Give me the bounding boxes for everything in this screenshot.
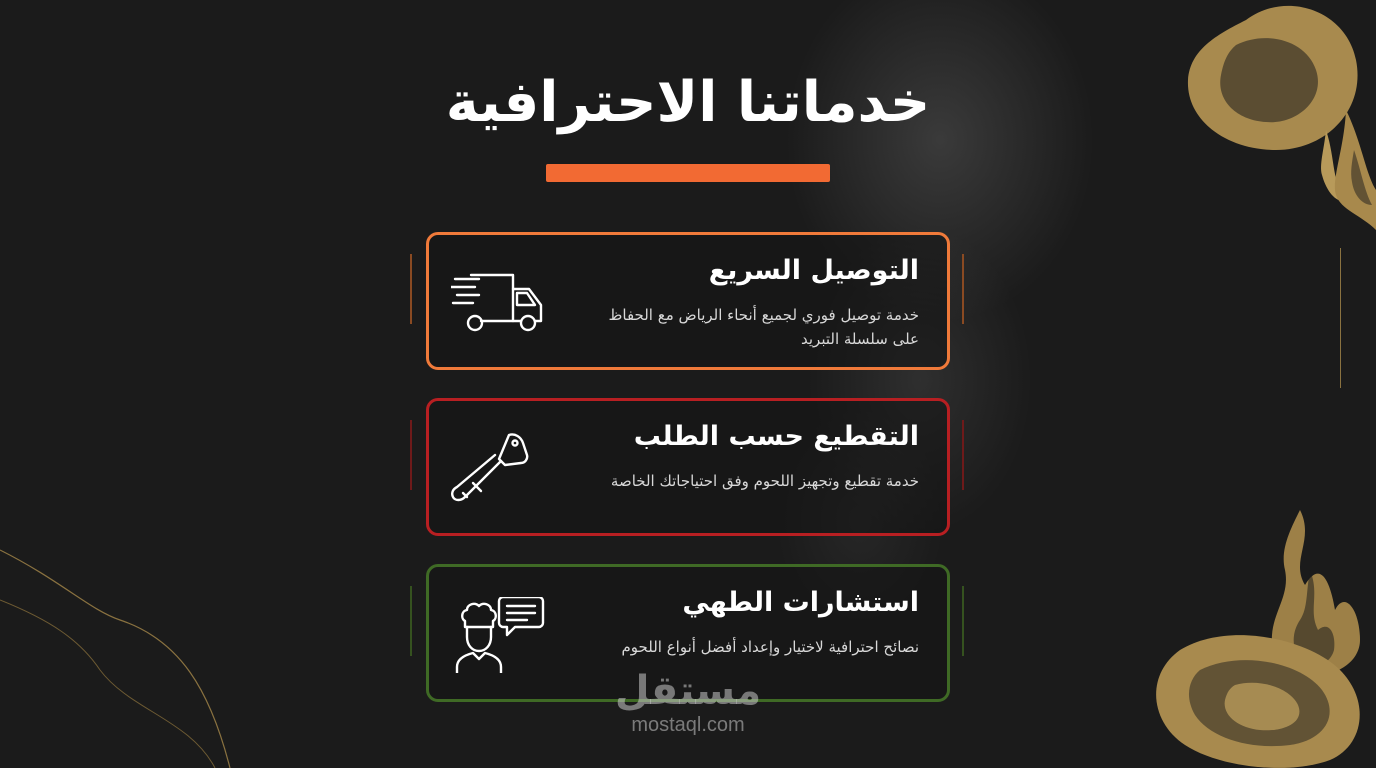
- card-side-line-right-2: [962, 420, 964, 490]
- service-title: استشارات الطهي: [682, 587, 919, 618]
- chef-chat-icon: [451, 597, 547, 673]
- card-side-line-left-2: [410, 420, 412, 490]
- card-side-line-right-1: [962, 254, 964, 324]
- service-description: خدمة توصيل فوري لجميع أنحاء الرياض مع الحفاظ على سلسلة التبريد: [608, 306, 919, 348]
- decorative-line-right: [1340, 248, 1341, 388]
- card-side-line-left-3: [410, 586, 412, 656]
- steak-illustration-bottom: [1140, 500, 1376, 768]
- service-description: خدمة تقطيع وتجهيز اللحوم وفق احتياجاتك الخاصة: [610, 472, 919, 490]
- service-card-cutting: [426, 398, 950, 536]
- service-title: التقطيع حسب الطلب: [633, 421, 919, 452]
- title-underline: [546, 164, 830, 182]
- watermark: [600, 668, 776, 736]
- service-card-delivery: [426, 232, 950, 370]
- cleaver-knife-icon: [451, 431, 547, 507]
- card-side-line-right-3: [962, 586, 964, 656]
- service-title: التوصيل السريع: [708, 255, 919, 286]
- page-title: خدماتنا الاحترافية: [445, 70, 931, 135]
- watermark-arabic: مستقل: [614, 668, 762, 714]
- card-side-line-left-1: [410, 254, 412, 324]
- delivery-truck-icon: [451, 265, 547, 341]
- service-description: نصائح احترافية لاختيار وإعداد أفضل أنواع اللحوم: [621, 638, 919, 656]
- decorative-curves: [0, 520, 260, 768]
- watermark-latin: mostaql.com: [631, 714, 745, 736]
